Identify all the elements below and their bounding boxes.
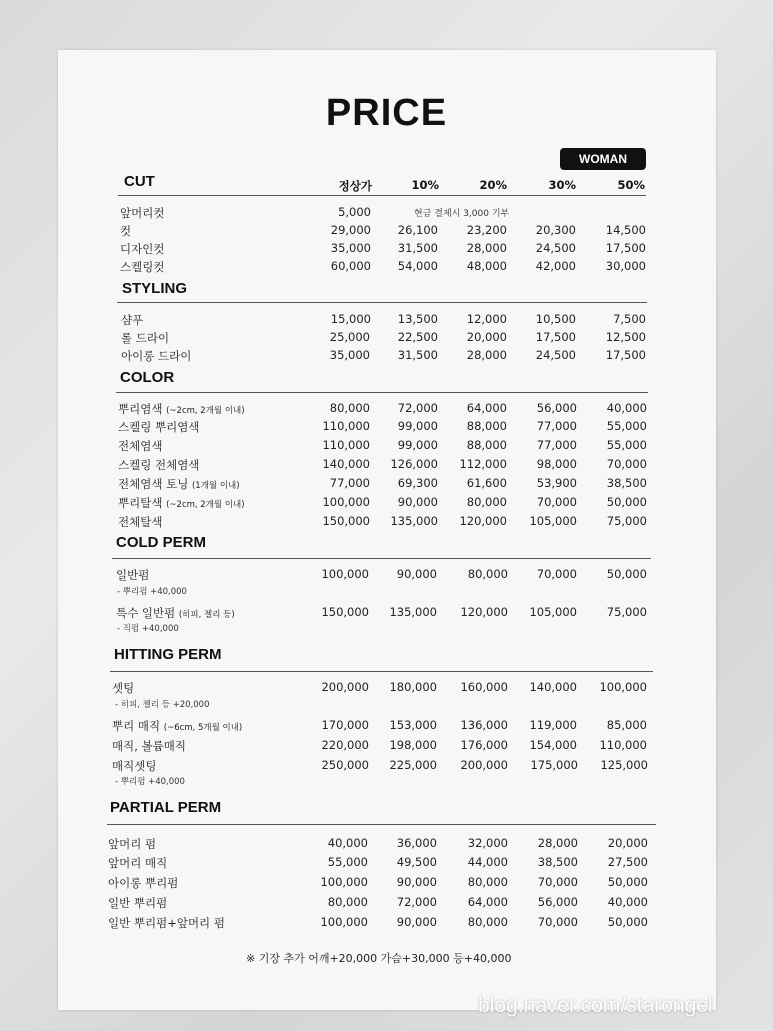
- price-cell: 72,000: [397, 401, 438, 415]
- price-cell: 105,000: [529, 605, 577, 619]
- item-name: [121, 330, 169, 346]
- price-cell: 80,000: [467, 567, 508, 581]
- price-cell: 100,000: [320, 915, 368, 929]
- watermark: blog.naver.com/starongel: [478, 994, 713, 1017]
- item-addon: - 직펌 +40,000: [117, 624, 179, 634]
- price-cell: 140,000: [529, 680, 577, 694]
- price-cell: 99,000: [397, 419, 438, 433]
- price-cell: 12,500: [605, 330, 646, 344]
- price-cell: 31,500: [397, 348, 438, 362]
- item-name: [118, 401, 245, 417]
- price-cell: 112,000: [459, 457, 507, 471]
- price-cell: 80,000: [466, 495, 507, 509]
- item-name-text: 스켈링컷: [120, 260, 165, 274]
- item-name-text: 전체염색 토닝: [118, 477, 189, 491]
- item-name-text: 뿌리 매직: [112, 719, 161, 733]
- item-detail: (히피, 젤리 등): [178, 610, 235, 620]
- column-header: 30%: [548, 178, 576, 192]
- price-cell: 180,000: [389, 680, 437, 694]
- item-name-text: 롤 드라이: [121, 331, 170, 345]
- item-name-text: 특수 일반펌: [116, 606, 176, 620]
- item-addon: - 뿌리펌 +40,000: [117, 587, 187, 597]
- item-name: [112, 738, 186, 754]
- item-name: [118, 476, 240, 492]
- price-cell: 20,000: [466, 330, 507, 344]
- section-title: COLOR: [120, 369, 175, 386]
- item-name-text: 전체탈색: [118, 515, 163, 529]
- price-cell: 80,000: [329, 401, 370, 415]
- price-cell: 136,000: [460, 718, 508, 732]
- price-cell: 90,000: [396, 875, 437, 889]
- price-cell: 28,000: [537, 836, 578, 850]
- price-cell: 100,000: [320, 875, 368, 889]
- price-cell: 154,000: [529, 738, 577, 752]
- price-cell: 64,000: [466, 401, 507, 415]
- price-cell: 48,000: [466, 259, 507, 273]
- price-cell: 80,000: [467, 915, 508, 929]
- item-name-text: 스켈링 뿌리염색: [118, 420, 200, 434]
- price-cell: 69,300: [397, 476, 438, 490]
- price-cell: 225,000: [389, 758, 437, 772]
- price-cell: 36,000: [396, 836, 437, 850]
- price-cell: 135,000: [389, 605, 437, 619]
- item-name: [116, 605, 235, 621]
- price-cell: 119,000: [529, 718, 577, 732]
- price-cell: 38,500: [606, 476, 647, 490]
- section-title: COLD PERM: [116, 534, 206, 551]
- price-cell: 32,000: [467, 836, 508, 850]
- price-cell: 12,000: [466, 312, 507, 326]
- item-name-text: 앞머리 매직: [108, 856, 168, 870]
- item-name: [112, 680, 134, 696]
- price-cell: 80,000: [467, 875, 508, 889]
- price-cell: 55,000: [606, 438, 647, 452]
- price-cell: 42,000: [535, 259, 576, 273]
- item-name: [108, 855, 167, 871]
- item-detail: (~2cm, 2개월 이내): [166, 406, 245, 416]
- price-cell: 70,000: [606, 457, 647, 471]
- item-name-text: 디자인컷: [120, 242, 165, 256]
- price-cell: 15,000: [330, 312, 371, 326]
- price-cell: 90,000: [397, 495, 438, 509]
- item-name-text: 앞머리컷: [120, 206, 165, 220]
- price-cell: 40,000: [606, 401, 647, 415]
- price-cell: 23,200: [466, 223, 507, 237]
- price-cell: 24,500: [535, 241, 576, 255]
- price-cell: 61,600: [466, 476, 507, 490]
- price-cell: 17,500: [535, 330, 576, 344]
- price-cell: 70,000: [536, 567, 577, 581]
- price-cell: 100,000: [322, 495, 370, 509]
- price-cell: 35,000: [329, 348, 370, 362]
- price-cell: 176,000: [460, 738, 508, 752]
- price-cell: 53,900: [536, 476, 577, 490]
- section-rule: [117, 302, 647, 303]
- price-cell: 110,000: [599, 738, 647, 752]
- price-cell: 14,500: [605, 223, 646, 237]
- item-detail: (~6cm, 5개월 이내): [163, 723, 243, 733]
- price-cell: 72,000: [396, 895, 437, 909]
- price-cell: 75,000: [606, 605, 647, 619]
- item-addon: - 히피, 젤리 등 +20,000: [115, 700, 210, 710]
- price-cell: 105,000: [529, 514, 577, 528]
- price-cell: 90,000: [396, 915, 437, 929]
- price-cell: 198,000: [389, 738, 437, 752]
- column-header: 정상가: [338, 179, 372, 193]
- price-cell: 28,000: [466, 348, 507, 362]
- price-cell: 200,000: [321, 680, 369, 694]
- section-title: PARTIAL PERM: [110, 799, 222, 816]
- price-cell: 56,000: [537, 895, 578, 909]
- price-cell: 120,000: [459, 514, 507, 528]
- item-name: [108, 895, 167, 911]
- item-name-text: 일반펌: [116, 568, 150, 582]
- price-cell: 70,000: [537, 915, 578, 929]
- section-title: HITTING PERM: [114, 646, 222, 663]
- price-cell: 150,000: [322, 514, 370, 528]
- item-name: [116, 567, 149, 583]
- price-cell: 110,000: [322, 419, 370, 433]
- price-cell: 90,000: [396, 567, 437, 581]
- price-cell: 120,000: [460, 605, 508, 619]
- item-addon: - 뿌리펌 +40,000: [115, 777, 185, 787]
- column-header: 10%: [411, 178, 439, 192]
- price-cell: 88,000: [466, 438, 507, 452]
- price-cell: 60,000: [330, 259, 371, 273]
- item-name: [118, 438, 162, 454]
- price-cell: 170,000: [321, 718, 369, 732]
- price-cell: 35,000: [330, 241, 371, 255]
- price-cell: 80,000: [327, 895, 368, 909]
- item-name: [120, 205, 164, 221]
- item-name-text: 매직셋팅: [112, 759, 157, 773]
- item-name-text: 샴푸: [121, 313, 144, 327]
- price-cell: 55,000: [606, 419, 647, 433]
- item-name-text: 뿌리염색: [118, 402, 163, 416]
- price-cell: 26,100: [397, 223, 438, 237]
- item-name-text: 전체염색: [118, 439, 163, 453]
- item-name-text: 컷: [120, 224, 132, 238]
- price-cell: 77,000: [329, 476, 370, 490]
- column-header: 20%: [479, 178, 507, 192]
- section-title: CUT: [124, 173, 155, 190]
- item-name: [108, 915, 225, 931]
- price-cell: 88,000: [466, 419, 507, 433]
- item-name: [121, 312, 143, 328]
- section-rule: [112, 558, 651, 559]
- price-cell: 31,500: [397, 241, 438, 255]
- price-cell: 77,000: [536, 438, 577, 452]
- price-cell: 220,000: [321, 738, 369, 752]
- price-cell: 135,000: [390, 514, 438, 528]
- item-name-text: 스켈링 전체염색: [118, 458, 200, 472]
- section-rule: [110, 671, 653, 672]
- price-cell: 17,500: [605, 241, 646, 255]
- price-cell: 110,000: [322, 438, 370, 452]
- section-rule: [116, 392, 648, 393]
- price-cell: 50,000: [606, 567, 647, 581]
- price-cell: 160,000: [460, 680, 508, 694]
- price-cell: 50,000: [606, 495, 647, 509]
- section-title: STYLING: [122, 280, 188, 297]
- price-cell: 100,000: [599, 680, 647, 694]
- item-detail: (~2cm, 2개월 이내): [166, 500, 245, 510]
- item-name: [120, 241, 164, 257]
- price-cell: 28,000: [466, 241, 507, 255]
- item-detail: (1개월 이내): [191, 481, 240, 491]
- price-cell: 22,500: [397, 330, 438, 344]
- price-cell: 20,300: [535, 223, 576, 237]
- item-name: [120, 223, 131, 239]
- item-name: [121, 348, 191, 364]
- price-cell: 54,000: [397, 259, 438, 273]
- price-cell: 5,000: [338, 205, 371, 219]
- price-cell: 50,000: [607, 915, 648, 929]
- price-cell: 20,000: [607, 836, 648, 850]
- item-name-text: 일반 뿌리펌: [108, 896, 168, 910]
- footer-note: ※ 기장 추가 어깨+20,000 가슴+30,000 등+40,000: [246, 952, 512, 965]
- price-cell: 75,000: [606, 514, 647, 528]
- price-cell: 17,500: [605, 348, 646, 362]
- price-cell: 64,000: [467, 895, 508, 909]
- item-name: [118, 514, 162, 530]
- item-note: 현금 결제시 3,000 기부: [414, 209, 510, 219]
- price-cell: 85,000: [606, 718, 647, 732]
- item-name: [112, 718, 242, 734]
- price-cell: 175,000: [530, 758, 578, 772]
- price-cell: 140,000: [322, 457, 370, 471]
- section-rule: [118, 195, 646, 196]
- item-name-text: 아이롱 드라이: [121, 349, 192, 363]
- price-cell: 200,000: [460, 758, 508, 772]
- price-cell: 44,000: [467, 855, 508, 869]
- price-cell: 56,000: [536, 401, 577, 415]
- price-cell: 30,000: [605, 259, 646, 273]
- price-cell: 25,000: [329, 330, 370, 344]
- price-cell: 40,000: [607, 895, 648, 909]
- price-cell: 153,000: [389, 718, 437, 732]
- item-name: [118, 419, 199, 435]
- item-name: [120, 259, 164, 275]
- section-rule: [107, 824, 656, 825]
- price-cell: 70,000: [536, 495, 577, 509]
- item-name: [118, 495, 245, 511]
- price-cell: 100,000: [321, 567, 369, 581]
- price-cell: 38,500: [537, 855, 578, 869]
- price-cell: 55,000: [327, 855, 368, 869]
- price-cell: 13,500: [397, 312, 438, 326]
- price-cell: 99,000: [397, 438, 438, 452]
- price-cell: 10,500: [535, 312, 576, 326]
- price-cell: 29,000: [330, 223, 371, 237]
- item-name: [112, 758, 156, 774]
- price-cell: 125,000: [600, 758, 648, 772]
- item-name: [118, 457, 199, 473]
- item-name: [108, 875, 178, 891]
- item-name-text: 매직, 볼륨매직: [112, 739, 186, 753]
- price-cell: 250,000: [321, 758, 369, 772]
- column-header: 50%: [617, 178, 645, 192]
- item-name-text: 셋팅: [112, 681, 135, 695]
- price-cell: 150,000: [321, 605, 369, 619]
- item-name-text: 앞머리 펌: [108, 837, 157, 851]
- price-cell: 7,500: [613, 312, 646, 326]
- item-name-text: 아이롱 뿌리펌: [108, 876, 179, 890]
- price-cell: 40,000: [327, 836, 368, 850]
- price-cell: 27,500: [607, 855, 648, 869]
- item-name: [108, 836, 156, 852]
- price-cell: 126,000: [390, 457, 438, 471]
- price-cell: 50,000: [607, 875, 648, 889]
- item-name-text: 뿌리탈색: [118, 496, 163, 510]
- price-cell: 24,500: [535, 348, 576, 362]
- woman-badge: WOMAN: [560, 148, 646, 170]
- item-name-text: 일반 뿌리펌+앞머리 펌: [108, 916, 225, 930]
- page-title: PRICE: [325, 92, 448, 134]
- price-cell: 49,500: [396, 855, 437, 869]
- price-cell: 70,000: [537, 875, 578, 889]
- price-cell: 77,000: [536, 419, 577, 433]
- price-cell: 98,000: [536, 457, 577, 471]
